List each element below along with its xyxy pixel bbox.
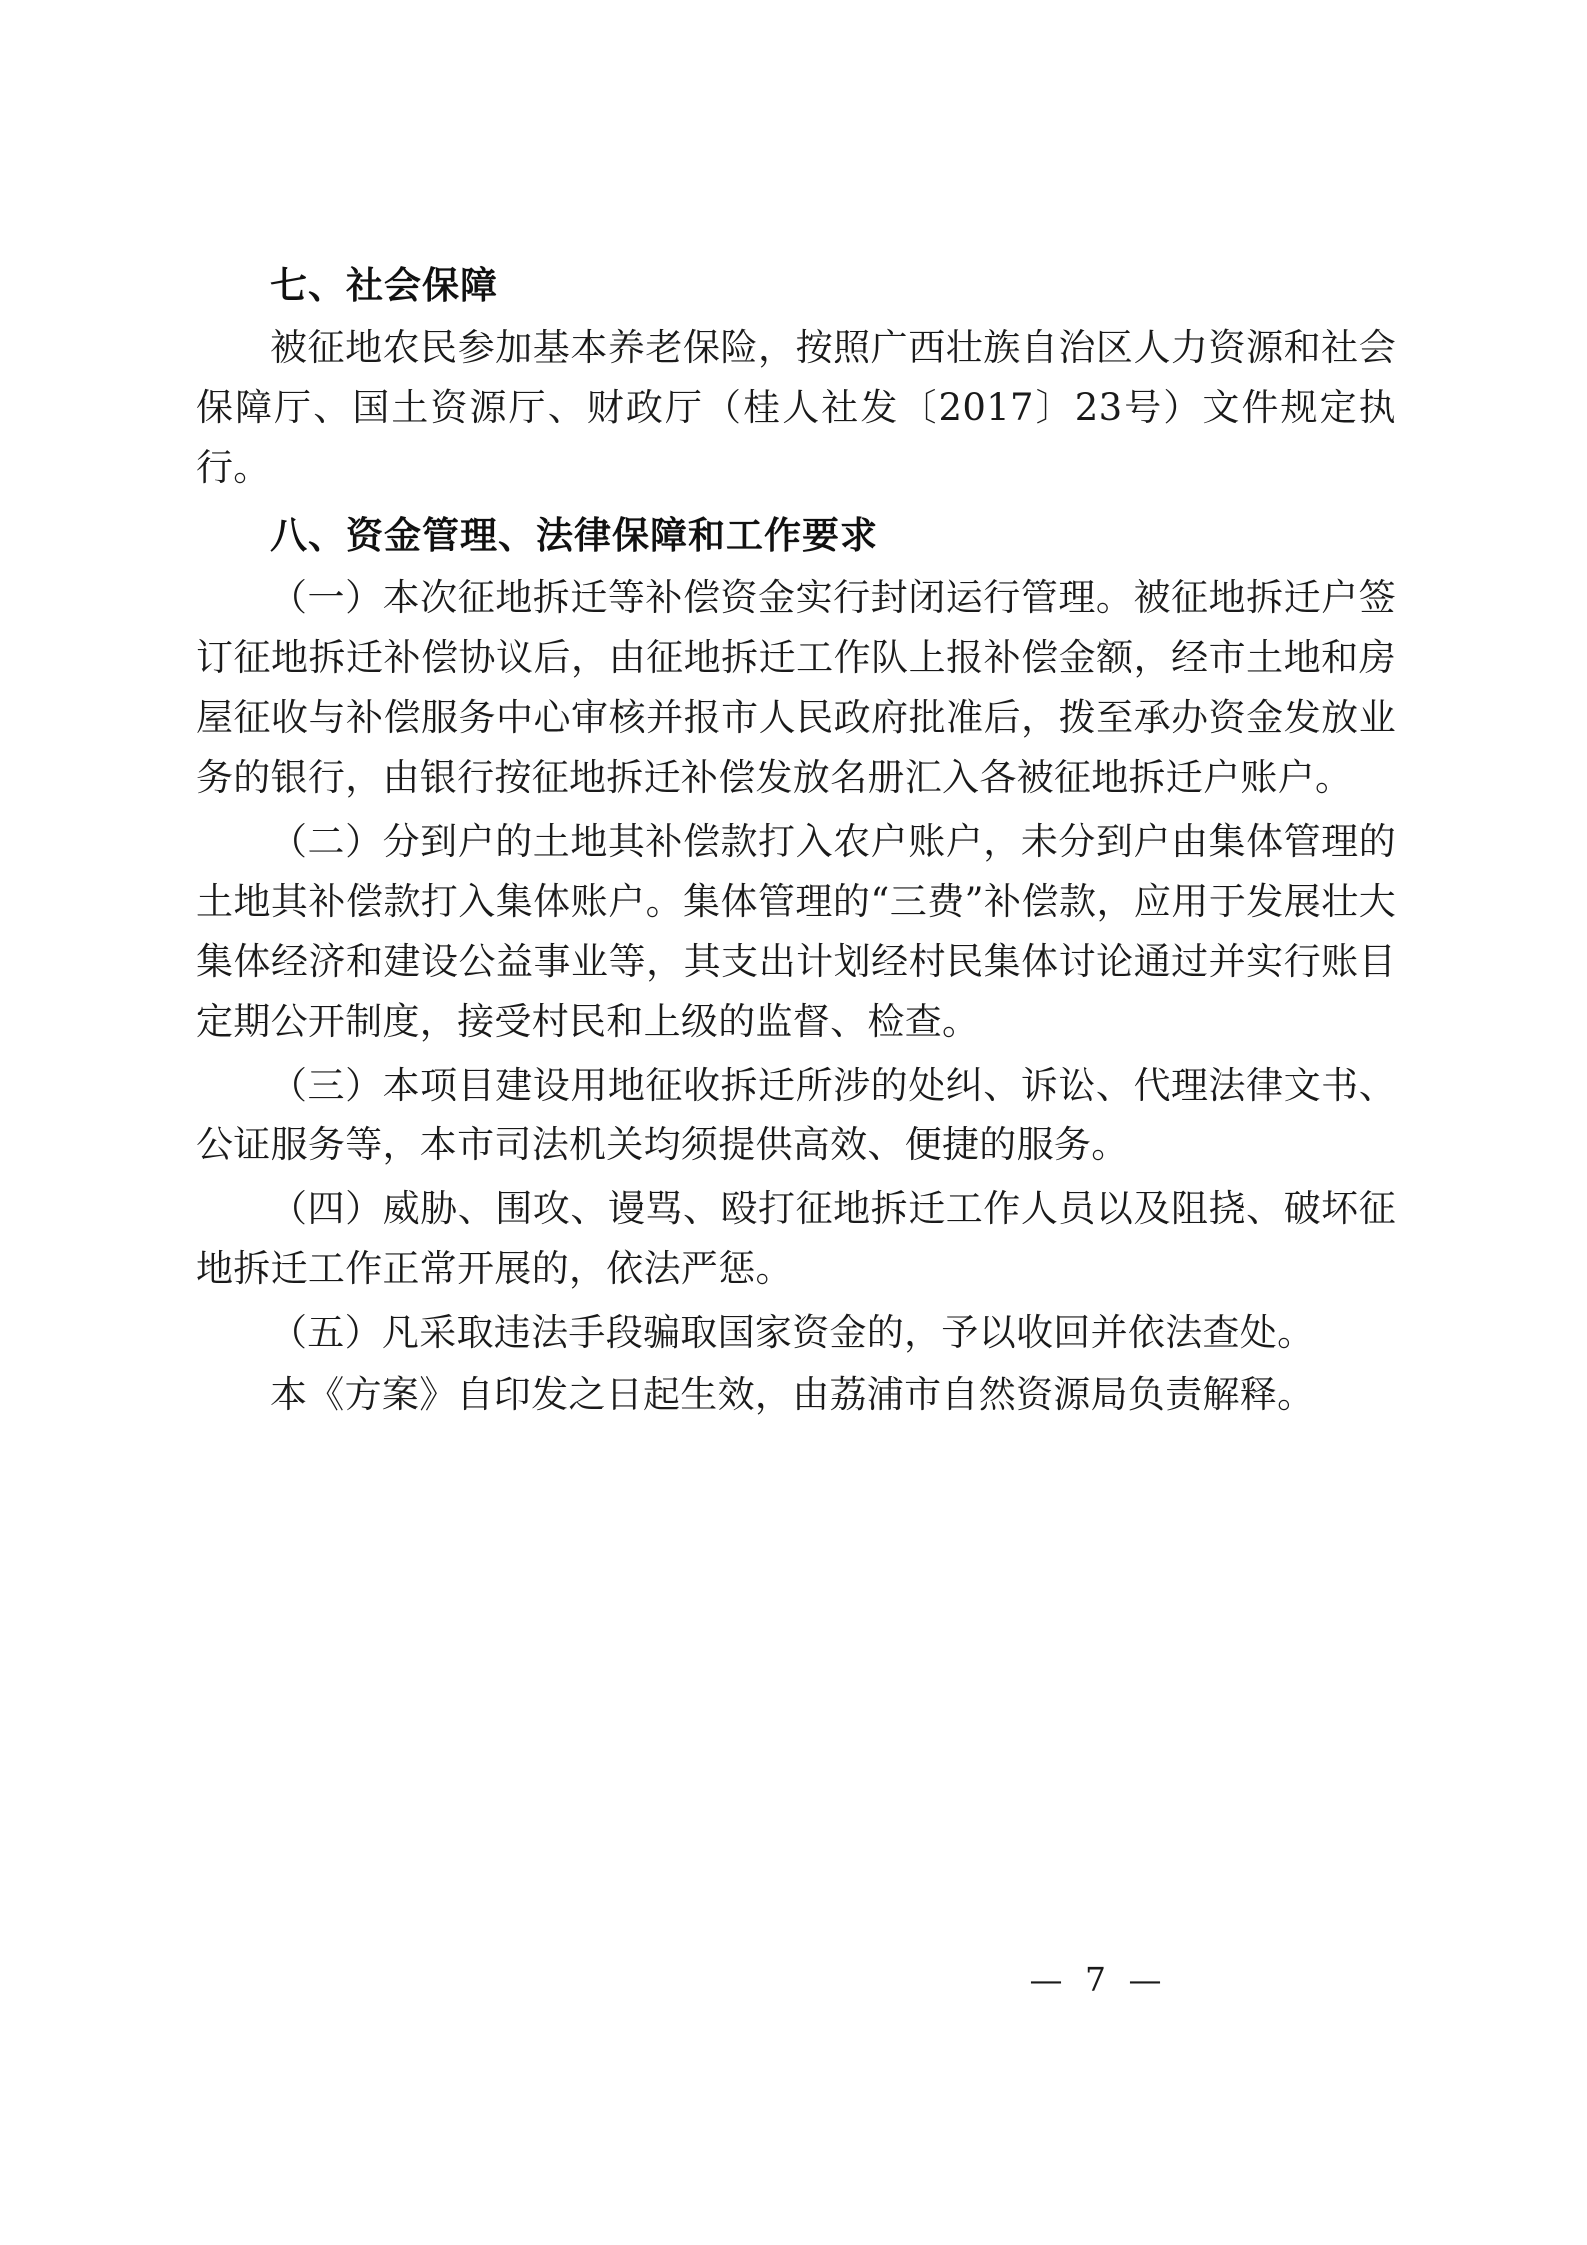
section-8-paragraph-3: （三）本项目建设用地征收拆迁所涉的处纠、诉讼、代理法律文书、公证服务等，本市司法机关均须提供高效、便捷的服务。	[196, 1063, 1396, 1167]
page-number: — 7 —	[1029, 1960, 1168, 1999]
section-8-paragraph-4: （四）威胁、围攻、谩骂、殴打征地拆迁工作人员以及阻挠、破坏征地拆迁工作正常开展的，依法严惩。	[196, 1187, 1396, 1291]
section-gap	[196, 502, 1396, 512]
section-7-paragraph-1: 被征地农民参加基本养老保险，按照广西壮族自治区人力资源和社会保障厅、国土资源厅、财政厅（桂人社发〔2017〕23号）文件规定执行。	[196, 326, 1396, 489]
document-body	[196, 262, 1396, 1429]
section-8-paragraph-1: （一）本次征地拆迁等补偿资金实行封闭运行管理。被征地拆迁户签订征地拆迁补偿协议后，由征地拆迁工作队上报补偿金额，经市土地和房屋征收与补偿服务中心审核并报市人民政府批准后，拨至承办资金发放业务的银行，由银行按征地拆迁补偿发放名册汇入各被征地拆迁户账户。	[196, 576, 1396, 799]
section-8-paragraph-2: （二）分到户的土地其补偿款打入农户账户，未分到户由集体管理的土地其补偿款打入集体账户。集体管理的“三费”补偿款，应用于发展壮大集体经济和建设公益事业等，其支出计划经村民集体讨论通过并实行账目定期公开制度，接受村民和上级的监督、检查。	[196, 819, 1396, 1043]
section-heading-8: 八、资金管理、法律保障和工作要求	[270, 513, 878, 557]
section-8-paragraph-5: （五）凡采取违法手段骗取国家资金的，予以收回并依法查处。	[270, 1311, 1315, 1355]
section-8-closing-statement: 本《方案》自印发之日起生效，由荔浦市自然资源局负责解释。	[270, 1373, 1315, 1417]
section-heading-7: 七、社会保障	[270, 264, 498, 307]
